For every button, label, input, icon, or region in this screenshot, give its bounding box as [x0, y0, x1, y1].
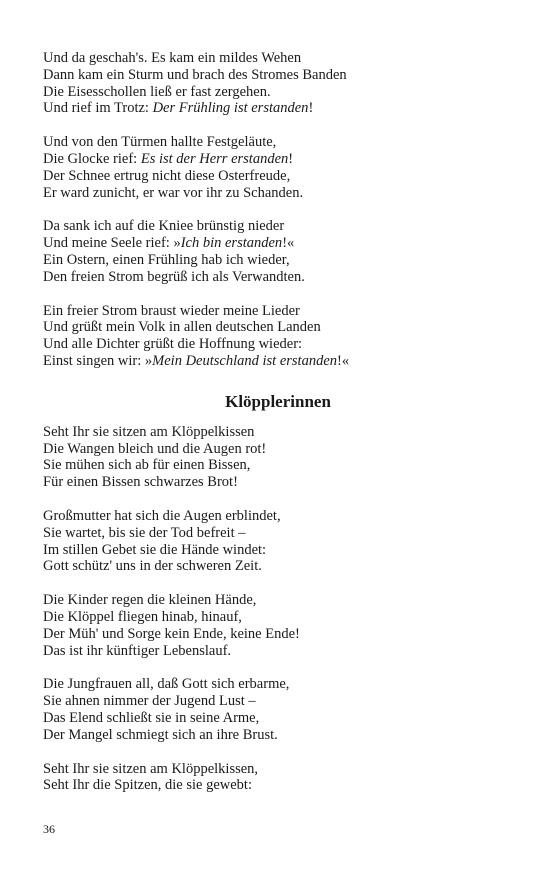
- stanza: [43, 508, 513, 575]
- verse-line: Sie mühen sich ab für einen Bissen,: [43, 457, 251, 474]
- stanza: [43, 303, 513, 370]
- stanza: [43, 676, 513, 743]
- stanza: [43, 218, 513, 285]
- verse-line: Die Klöppel fliegen hinab, hinauf,: [43, 608, 242, 625]
- verse-line: Er ward zunicht, er war vor ihr zu Schanden.: [43, 184, 304, 201]
- emphasis: Es ist der Herr erstanden: [140, 150, 289, 167]
- verse-line: Das Elend schließt sie in seine Arme,: [43, 709, 260, 726]
- verse-line: Die Jungfrauen all, daß Gott sich erbarme,: [43, 676, 290, 693]
- verse-line: Sie wartet, bis sie der Tod befreit –: [43, 524, 246, 541]
- stanza: [43, 424, 513, 491]
- verse-line: Und grüßt mein Volk in allen deutschen Landen: [43, 319, 321, 336]
- stanza: [43, 592, 513, 659]
- stanza: [43, 134, 513, 201]
- verse-line: Sie ahnen nimmer der Jugend Lust –: [43, 693, 256, 710]
- verse-line: Großmutter hat sich die Augen erblindet,: [43, 507, 281, 524]
- verse-line: Seht Ihr sie sitzen am Klöppelkissen: [43, 423, 255, 440]
- page-body: [43, 50, 513, 811]
- verse-line: Und rief im Trotz: Der Frühling ist erstanden!: [43, 100, 314, 117]
- verse-line: Im stillen Gebet sie die Hände windet:: [43, 541, 267, 558]
- verse-line: Die Wangen bleich und die Augen rot!: [43, 440, 267, 457]
- verse-line: Der Müh' und Sorge kein Ende, keine Ende!: [43, 625, 300, 642]
- poem-title: Klöpplerinnen: [225, 391, 331, 411]
- verse-line: Die Glocke rief: Es ist der Herr erstanden!: [43, 150, 294, 167]
- emphasis: Der Frühling ist erstanden: [152, 100, 309, 117]
- stanza: [43, 761, 513, 795]
- poem-continued: [43, 50, 513, 370]
- verse-line: Die Kinder regen die kleinen Hände,: [43, 592, 257, 609]
- verse-line: Da sank ich auf die Kniee brünstig nieder: [43, 218, 285, 235]
- verse-line: Gott schütz' uns in der schweren Zeit.: [43, 558, 262, 575]
- verse-line: Und da geschah's. Es kam ein mildes Wehen: [43, 50, 302, 66]
- verse-line: Und meine Seele rief: »Ich bin erstanden!«: [43, 235, 295, 252]
- verse-line: Der Mangel schmiegt sich an ihre Brust.: [43, 726, 278, 743]
- stanza: [43, 50, 513, 117]
- verse-line: Das ist ihr künftiger Lebenslauf.: [43, 642, 232, 659]
- emphasis: Mein Deutschland ist erstanden: [152, 352, 338, 369]
- page-number: 36: [43, 822, 55, 836]
- verse-line: Seht Ihr die Spitzen, die sie gewebt:: [43, 777, 252, 794]
- verse-line: Die Eisesschollen ließ er fast zergehen.: [43, 83, 271, 100]
- verse-line: Dann kam ein Sturm und brach des Stromes Banden: [43, 66, 347, 83]
- verse-line: Den freien Strom begrüß ich als Verwandten.: [43, 268, 305, 285]
- verse-line: Und alle Dichter grüßt die Hoffnung wieder:: [43, 336, 303, 353]
- verse-line: Seht Ihr sie sitzen am Klöppelkissen,: [43, 760, 259, 777]
- verse-line: Der Schnee ertrug nicht diese Osterfreude,: [43, 167, 291, 184]
- verse-line: Einst singen wir: »Mein Deutschland ist erstanden!«: [43, 352, 350, 369]
- verse-line: Ein Ostern, einen Frühling hab ich wieder,: [43, 251, 290, 268]
- verse-line: Und von den Türmen hallte Festgeläute,: [43, 134, 277, 151]
- poem-kloepplerinnen: [43, 424, 513, 794]
- verse-line: Für einen Bissen schwarzes Brot!: [43, 474, 238, 491]
- emphasis: Ich bin erstanden: [180, 235, 283, 252]
- verse-line: Ein freier Strom braust wieder meine Lieder: [43, 302, 300, 319]
